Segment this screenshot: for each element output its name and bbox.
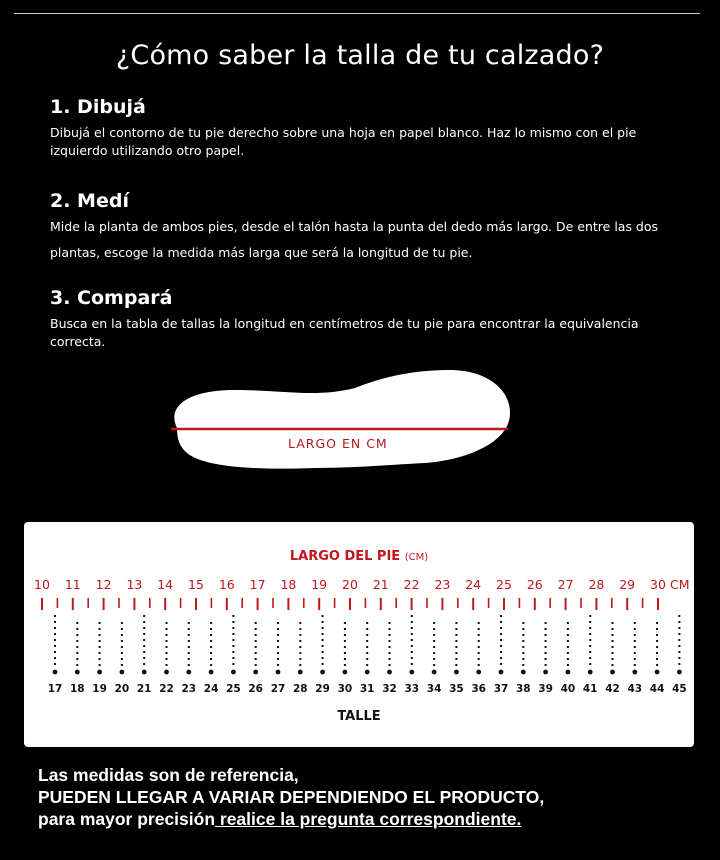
cm-tick-label: 15 [188,577,204,592]
foot-shape [174,370,510,469]
cm-tick-label: 23 [434,577,451,592]
cm-tick-label: 13 [126,577,143,592]
size-dot [253,670,258,675]
size-dot [276,670,281,675]
size-dot [521,670,526,675]
cm-tick-label: 26 [526,577,543,592]
foot-length-label: LARGO EN CM [288,436,388,451]
cm-tick-label: 19 [311,577,328,592]
size-dot [164,670,169,675]
size-dot [677,670,682,675]
size-dot [320,670,325,675]
size-tick-label: 19 [92,683,107,695]
size-dot [610,670,615,675]
cm-tick-label: 11 [64,577,81,592]
size-tick-label: 24 [203,683,219,695]
size-dot [543,670,548,675]
size-dot [298,670,303,675]
notice-line-3-plain: para mayor precisión [38,809,216,829]
size-tick-label: 30 [337,683,353,695]
notice-line-2: PUEDEN LLEGAR A VARIAR DEPENDIENDO EL PRODUCTO, [38,787,545,807]
size-tick-label: 40 [560,683,576,695]
size-tick-label: 27 [270,683,286,695]
step-text: Mide la planta de ambos pies, desde el talón hasta la punta del dedo más largo. De entre las dos plantas, escoge la medida más larga que será la longitud de tu pie. [50,219,659,260]
cm-tick-label: 18 [280,577,297,592]
size-dot [566,670,571,675]
size-ruler [24,522,694,702]
size-dot [655,670,660,675]
cm-tick-label: 29 [619,577,636,592]
size-tick-label: 39 [538,683,553,695]
step-heading: 3. Compará [50,287,173,309]
size-tick-label: 42 [605,683,620,695]
size-tick-label: 38 [515,683,531,695]
size-dot [209,670,214,675]
size-tick-label: 36 [471,683,487,695]
size-tick-label: 35 [449,683,464,695]
size-tick-label: 31 [359,683,375,695]
cm-tick-label: 25 [496,577,512,592]
cm-tick-label: 21 [372,577,389,592]
size-tick-label: 43 [627,683,643,695]
cm-tick-label: 16 [218,577,235,592]
size-dot [632,670,637,675]
size-dot [231,670,236,675]
step-heading: 1. Dibujá [50,96,146,118]
size-tick-label: 17 [47,683,63,695]
size-tick-label: 21 [136,683,152,695]
cm-tick-label: 28 [588,577,605,592]
step-measure [50,190,680,266]
size-tick-label: 25 [226,683,241,695]
cm-tick-label: 17 [249,577,266,592]
size-dot [343,670,348,675]
page-title: ¿Cómo saber la talla de tu calzado? [115,40,605,71]
cm-tick-label: 10 [34,577,50,592]
size-tick-label: 37 [493,683,509,695]
size-dot [476,670,481,675]
step-text: Dibujá el contorno de tu pie derecho sobre una hoja en papel blanco. Haz lo mismo con el pie izquierdo utilizando otro papel. [50,125,637,158]
size-tick-label: 45 [672,683,687,695]
size-dot [97,670,102,675]
size-axis-label: TALLE [337,709,381,724]
size-tick-label: 18 [69,683,85,695]
step-draw [50,96,680,160]
size-dot [120,670,125,675]
size-dot [53,670,58,675]
size-tick-label: 33 [404,683,420,695]
chart-title-text: LARGO DEL PIE [289,549,401,564]
size-tick-label: 29 [315,683,330,695]
size-dot [409,670,414,675]
size-dot [142,670,147,675]
size-tick-label: 44 [649,683,665,695]
size-tick-label: 34 [426,683,442,695]
cm-tick-label: 27 [557,577,574,592]
size-dot [186,670,191,675]
cm-tick-label: 14 [157,577,174,592]
step-text: Busca en la tabla de tallas la longitud en centímetros de tu pie para encontrar la equivalencia correcta. [50,316,639,349]
size-dot [588,670,593,675]
cm-tick-label: 12 [95,577,112,592]
cm-tick-label: 30 [650,577,666,592]
disclaimer-notice [38,764,698,830]
notice-line-1: Las medidas son de referencia, [38,765,299,785]
cm-tick-label: 20 [342,577,358,592]
cm-tick-label: 22 [403,577,420,592]
size-tick-label: 20 [114,683,130,695]
top-divider [14,13,700,14]
size-dot [432,670,437,675]
size-tick-label: 32 [382,683,397,695]
size-tick-label: 22 [159,683,174,695]
notice-line-3 [38,808,698,830]
size-dot [454,670,459,675]
size-dot [499,670,504,675]
size-chart-panel [24,522,694,747]
notice-line-3-underlined: realice la pregunta correspondiente. [215,809,522,829]
step-heading: 2. Medí [50,190,129,212]
step-compare [50,287,680,351]
size-dot [75,670,80,675]
chart-title-unit: (CM) [404,552,429,563]
size-dot [387,670,392,675]
size-tick-label: 41 [582,683,598,695]
size-tick-label: 26 [248,683,264,695]
cm-tick-label: 24 [465,577,482,592]
size-tick-label: 23 [181,683,197,695]
size-tick-label: 28 [292,683,308,695]
cm-unit-label: CM [670,577,690,592]
size-dot [365,670,370,675]
foot-outline-illustration [165,368,515,478]
